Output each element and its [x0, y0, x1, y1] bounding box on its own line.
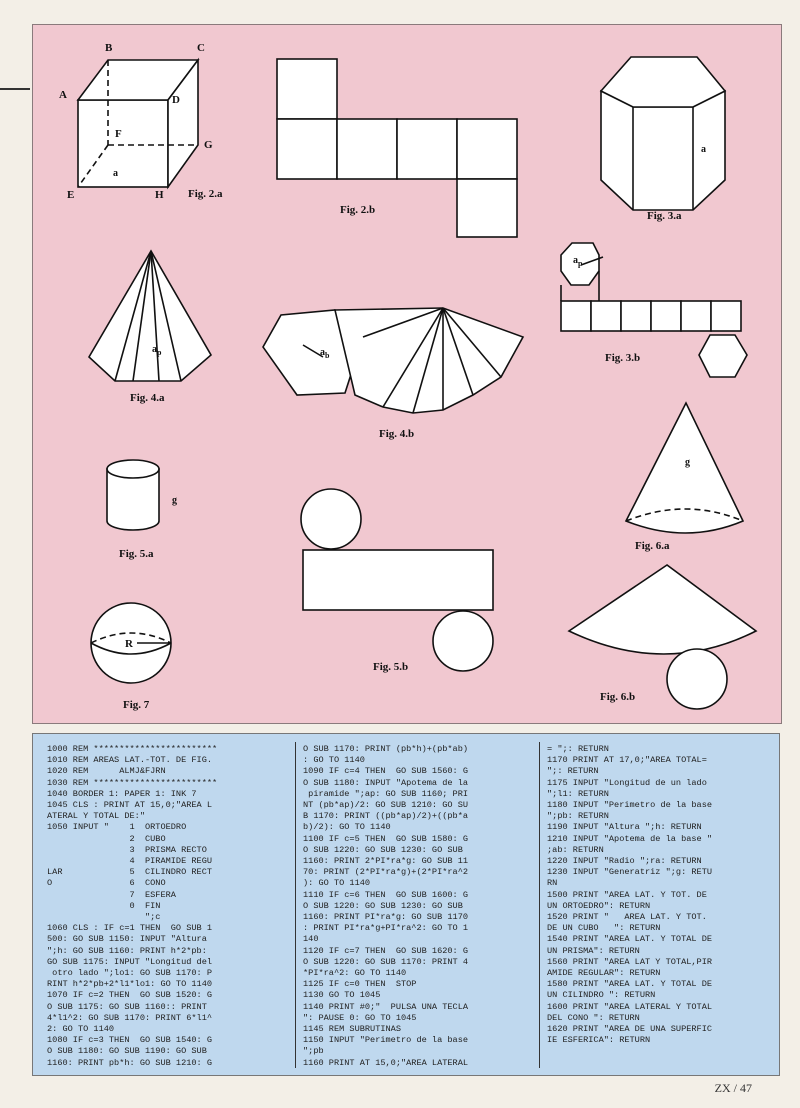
column-divider	[295, 742, 296, 1068]
apothem-label-ap: $a_p$	[573, 255, 583, 268]
figure-caption-3b: Fig. 3.b	[605, 352, 641, 364]
column-divider	[539, 742, 540, 1068]
figure-caption-6b: Fig. 6.b	[600, 691, 636, 703]
radius-label-r: R	[125, 638, 133, 650]
vertex-label-f: F	[115, 128, 122, 140]
cube-figure	[78, 60, 198, 187]
figure-caption-5b: Fig. 5.b	[373, 661, 409, 673]
vertex-label-c: C	[197, 42, 205, 54]
figures-illustration	[33, 25, 781, 723]
figure-caption-2b: Fig. 2.b	[340, 204, 376, 216]
generatrix-label-g: g	[172, 495, 177, 506]
vertex-label-a: A	[59, 89, 67, 101]
edge-label-a: a	[113, 168, 118, 179]
cylinder-figure	[107, 460, 159, 530]
vertex-label-g: G	[204, 139, 213, 151]
generatrix-label-g: g	[685, 457, 690, 468]
cube-net-figure	[277, 59, 517, 237]
vertex-label-e: E	[67, 189, 75, 201]
figure-caption-5a: Fig. 5.a	[119, 548, 154, 560]
pyramid-net-figure	[263, 308, 523, 413]
figure-caption-7: Fig. 7	[123, 699, 150, 711]
figure-caption-4b: Fig. 4.b	[379, 428, 415, 440]
figure-caption-2a: Fig. 2.a	[188, 188, 223, 200]
cylinder-net-figure	[301, 489, 493, 671]
apothem-label-ab: $a_b$	[320, 347, 330, 360]
code-column-2: O SUB 1170: PRINT (pb*h)+(pb*ab) : GO TO 1140 1090 IF c=4 THEN GO SUB 1560: G O SUB 1180: INPUT "Apotema de la piramide ";ap: GO SUB 1160; PRI NT (pb*ap)/2: GO SUB 1210: GO SU B 1170: PRINT ((pb*ap)/2)+((pb*a b)/2): GO TO 1140 1100 IF c=5 THEN GO SUB 1580: G O SUB 1220: GO SUB 1230: GO SUB 1160: PRINT 2*PI*ra*g: GO SUB 11 70: PRINT (2*PI*ra*g)+(2*PI*ra^2 ): GO TO 1140 1110 IF c=6 THEN GO SUB 1600: G O SUB 1220: GO SUB 1230: GO SUB 1160: PRINT PI*ra*g: GO SUB 1170 : PRINT PI*ra*g+PI*ra^2: GO TO 1 140 1120 IF c=7 THEN GO SUB 1620: G O SUB 1220: GO SUB 1170: PRINT 4 *PI*ra^2: GO TO 1140 1125 IF c=0 THEN STOP 1130 GO TO 1045 1140 PRINT #0;" PULSA UNA TECLA ": PAUSE 0: GO TO 1045 1145 REM SUBRUTINAS 1150 INPUT "Perimetro de la base ";pb 1160 PRINT AT 15,0;"AREA LATERAL	[303, 744, 469, 1068]
figures-panel	[32, 24, 782, 724]
vertex-label-h: H	[155, 189, 164, 201]
prism-net-figure	[561, 243, 747, 377]
code-column-3: = ";: RETURN 1170 PRINT AT 17,0;"AREA TOTAL= ";: RETURN 1175 INPUT "Longitud de un lado ";l1: RETURN 1180 INPUT "Perimetro de la base ";pb: RETURN 1190 INPUT "Altura ";h: RETURN 1210 INPUT "Apotema de la base " ;ab: RETURN 1220 INPUT "Radio ";ra: RETURN 1230 INPUT "Generatriz ";g: RETU RN 1500 PRINT "AREA LAT. Y TOT. DE UN ORTOEDRO": RETURN 1520 PRINT " AREA LAT. Y TOT. DE UN CUBO ": RETURN 1540 PRINT "AREA LAT. Y TOTAL DE UN PRISMA": RETURN 1560 PRINT "AREA LAT Y TOTAL,PIR AMIDE REGULAR": RETURN 1580 PRINT "AREA LAT. Y TOTAL DE UN CILINDRO ": RETURN 1600 PRINT "AREA LATERAL Y TOTAL DEL CONO ": RETURN 1620 PRINT "AREA DE UNA SUPERFIC IE ESFERICA": RETURN	[547, 744, 713, 1046]
cone-net-figure	[569, 565, 756, 709]
vertex-label-d: D	[172, 94, 180, 106]
slant-label-ap: $a_p$	[152, 344, 162, 357]
vertex-label-b: B	[105, 42, 113, 54]
margin-rule	[0, 88, 30, 90]
page-number: ZX / 47	[714, 1081, 752, 1095]
figure-caption-3a: Fig. 3.a	[647, 210, 682, 222]
pyramid-figure	[89, 251, 211, 381]
edge-label-a: a	[701, 144, 706, 155]
figure-caption-6a: Fig. 6.a	[635, 540, 670, 552]
figure-caption-4a: Fig. 4.a	[130, 392, 165, 404]
hexagonal-prism-figure	[601, 57, 725, 210]
cone-figure	[626, 403, 743, 533]
code-column-1: 1000 REM ************************ 1010 REM AREAS LAT.-TOT. DE FIG. 1020 REM ALMJ&FJRN 1030 REM ************************ 1040 BORDER 1: PAPER 1: INK 7 1045 CLS : PRINT AT 15,0;"AREA L ATERAL Y TOTAL DE:" 1050 INPUT " 1 ORTOEDRO 2 CUBO 3 PRISMA RECTO 4 PIRAMIDE REGU LAR 5 CILINDRO RECT O 6 CONO 7 ESFERA 0 FIN ";c 1060 CLS : IF c=1 THEN GO SUB 1 500: GO SUB 1150: INPUT "Altura ";h: GO SUB 1160: PRINT h*2*pb: GO SUB 1175: INPUT "Longitud del otro lado ";lo1: GO SUB 1170: P RINT h*2*pb+2*l1*lo1: GO TO 1140 1070 IF c=2 THEN GO SUB 1520: G O SUB 1175: GO SUB 1160:: PRINT 4*l1^2: GO SUB 1170: PRINT 6*l1^ 2: GO TO 1140 1080 IF c=3 THEN GO SUB 1540: G O SUB 1180: GO SUB 1190: GO SUB 1160: PRINT pb*h: GO SUB 1210: G	[47, 744, 218, 1068]
basic-listing-panel	[32, 733, 780, 1076]
